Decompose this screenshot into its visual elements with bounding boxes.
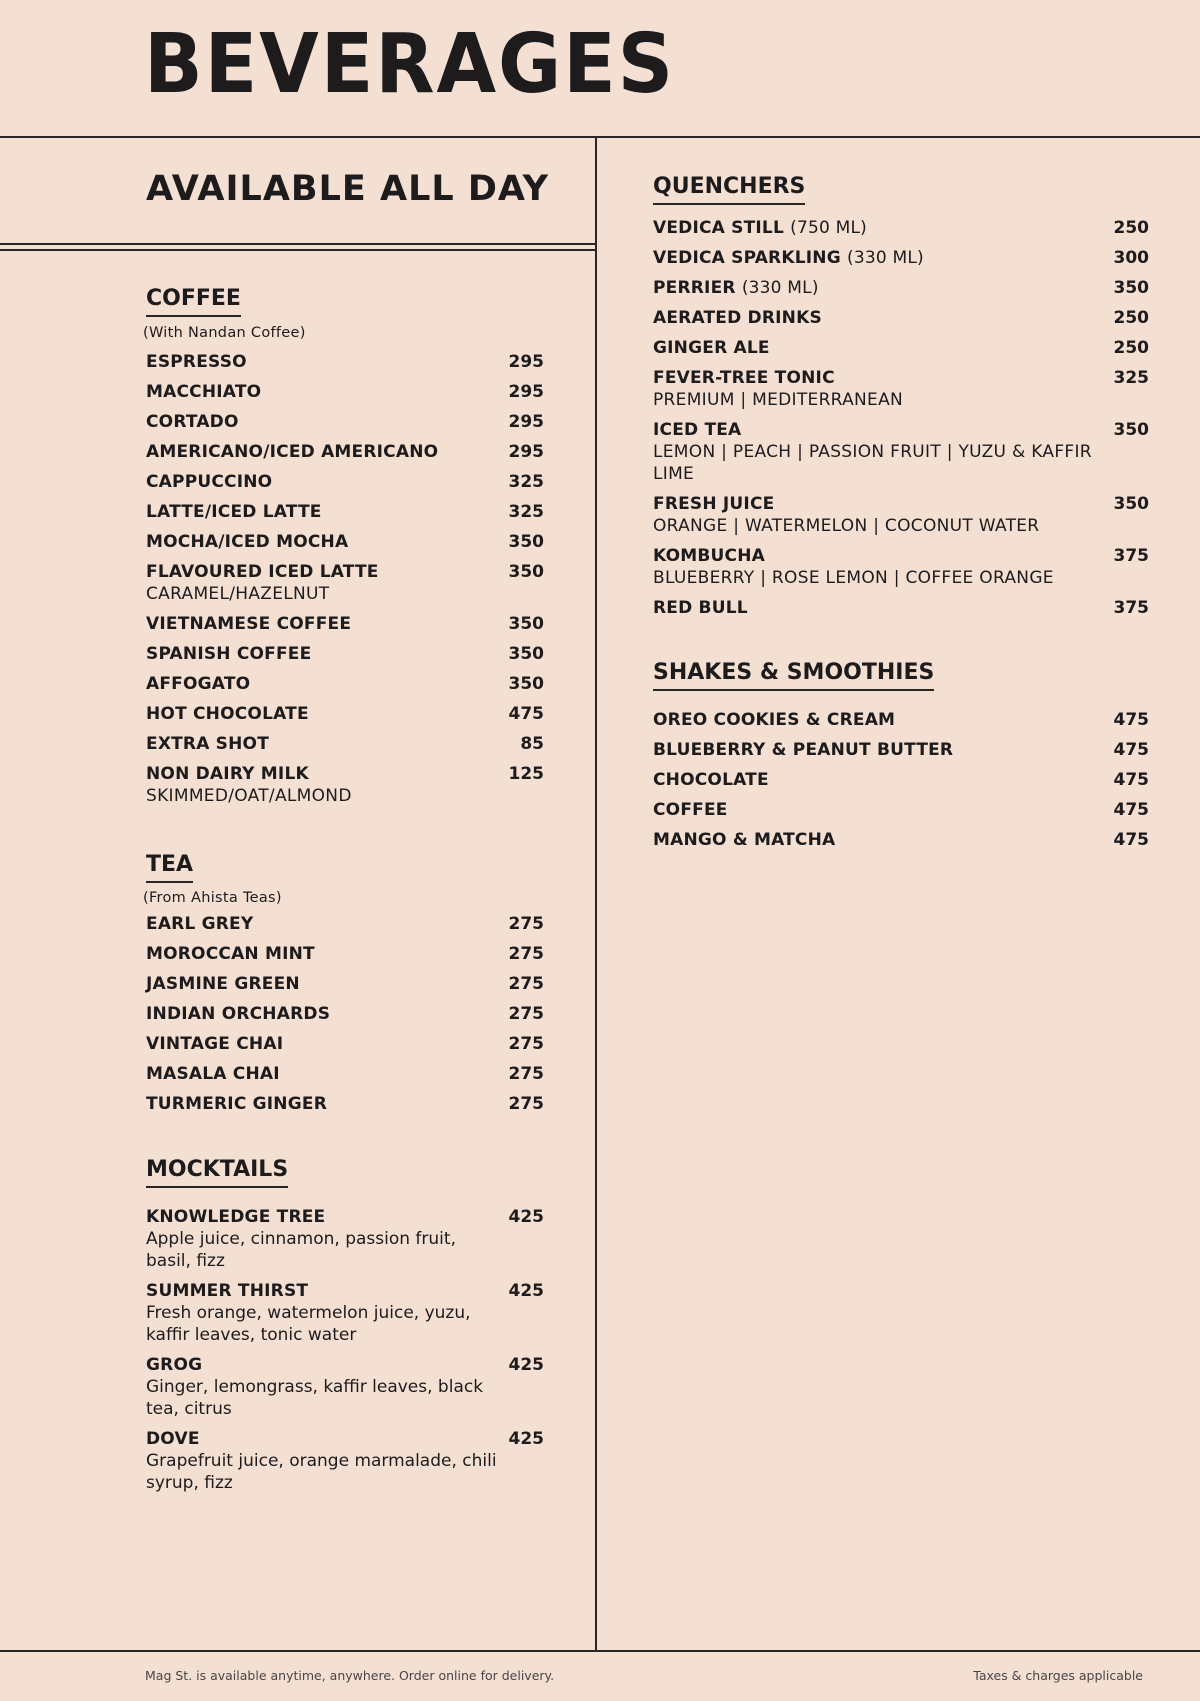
menu-item-name: NON DAIRY MILK xyxy=(146,764,309,785)
menu-item-name-line xyxy=(653,307,822,329)
menu-item-info xyxy=(146,913,253,935)
menu-item-name: TURMERIC GINGER xyxy=(146,1094,327,1115)
menu-item-name-line xyxy=(146,1206,499,1228)
item-list xyxy=(146,1202,544,1498)
menu-item-name-line xyxy=(146,441,438,463)
menu-item xyxy=(146,1029,544,1059)
section-title: MOCKTAILS xyxy=(146,1157,288,1188)
coffee-section xyxy=(143,286,544,811)
menu-item xyxy=(146,557,544,609)
menu-item-name-line xyxy=(653,367,903,389)
menu-item-info xyxy=(653,217,867,239)
menu-item-price: 250 xyxy=(1113,218,1149,239)
item-list xyxy=(653,705,1149,855)
menu-item-info xyxy=(146,643,311,665)
subtitle-divider-bottom xyxy=(0,249,596,251)
menu-item-price: 275 xyxy=(508,1034,544,1055)
menu-item-name-line xyxy=(146,1280,499,1302)
menu-item-name: OREO COOKIES & CREAM xyxy=(653,710,896,731)
menu-item-description: Grapefruit juice, orange marmalade, chili syrup, fizz xyxy=(146,1451,497,1494)
menu-item xyxy=(146,377,544,407)
menu-item-price: 350 xyxy=(1113,494,1149,515)
menu-item-name-line xyxy=(653,739,953,761)
menu-item-price: 125 xyxy=(508,764,544,785)
menu-item-info xyxy=(146,1428,499,1494)
menu-item-name-line xyxy=(653,419,1104,441)
menu-item-name-line xyxy=(146,411,239,433)
menu-item-price: 350 xyxy=(1113,420,1149,441)
menu-item-name: VINTAGE CHAI xyxy=(146,1034,284,1055)
menu-item xyxy=(146,1276,544,1350)
menu-item-info xyxy=(146,1280,499,1346)
menu-item-name-line xyxy=(653,217,867,239)
menu-item xyxy=(146,909,544,939)
availability-heading: AVAILABLE ALL DAY xyxy=(146,169,550,209)
item-list xyxy=(146,909,544,1119)
menu-item-price: 275 xyxy=(508,914,544,935)
menu-item-name: GROG xyxy=(146,1355,203,1376)
menu-item-name: FEVER-TREE TONIC xyxy=(653,368,835,389)
menu-item-name-line xyxy=(146,1033,283,1055)
menu-item-options: LEMON | PEACH | PASSION FRUIT | YUZU & KAFFIR LIME xyxy=(653,442,1092,485)
menu-item-info xyxy=(146,943,315,965)
menu-item xyxy=(146,609,544,639)
menu-item-name-line xyxy=(653,799,728,821)
menu-item-name-line xyxy=(653,829,835,851)
menu-item-price: 325 xyxy=(1113,368,1149,389)
menu-item xyxy=(146,497,544,527)
menu-item-info xyxy=(653,739,953,761)
menu-item xyxy=(146,1089,544,1119)
menu-item-info xyxy=(146,561,379,605)
footer-divider xyxy=(0,1650,1200,1652)
menu-item xyxy=(653,705,1149,735)
menu-item xyxy=(146,467,544,497)
menu-item-price: 475 xyxy=(1113,710,1149,731)
menu-item-name-line xyxy=(146,643,311,665)
menu-item-price: 425 xyxy=(508,1207,544,1228)
menu-item xyxy=(653,593,1149,623)
menu-item-price: 295 xyxy=(508,382,544,403)
menu-item-info xyxy=(146,351,247,373)
menu-item-name-line xyxy=(146,673,250,695)
menu-item-info xyxy=(653,367,903,411)
menu-item xyxy=(146,939,544,969)
menu-item-info xyxy=(146,673,250,695)
menu-item-info xyxy=(146,1206,499,1272)
menu-item-info xyxy=(146,613,351,635)
menu-item-name: CHOCOLATE xyxy=(653,770,769,791)
menu-item xyxy=(653,333,1149,363)
menu-item-price: 325 xyxy=(508,472,544,493)
menu-item-name: PERRIER xyxy=(653,278,736,299)
menu-item-info xyxy=(146,973,300,995)
menu-item-info xyxy=(653,277,819,299)
item-list xyxy=(146,347,544,811)
menu-item-options: SKIMMED/OAT/ALMOND xyxy=(146,786,352,807)
menu-item-name-line xyxy=(146,613,351,635)
menu-item-name: AERATED DRINKS xyxy=(653,308,822,329)
subtitle-divider-top xyxy=(0,243,596,245)
page-title: BEVERAGES xyxy=(144,17,676,112)
menu-item-name-line xyxy=(146,973,300,995)
menu-item-name: EARL GREY xyxy=(146,914,254,935)
menu-item xyxy=(146,527,544,557)
menu-item xyxy=(653,825,1149,855)
menu-item-price: 425 xyxy=(508,1355,544,1376)
menu-item xyxy=(653,303,1149,333)
section-title: TEA xyxy=(146,852,193,883)
menu-item-name: VEDICA SPARKLING xyxy=(653,248,841,269)
menu-item-name: INDIAN ORCHARDS xyxy=(146,1004,331,1025)
menu-item-quantity: (750 ML) xyxy=(790,218,867,239)
menu-item-name: FRESH JUICE xyxy=(653,494,775,515)
item-list xyxy=(653,213,1149,623)
menu-item-price: 375 xyxy=(1113,598,1149,619)
menu-item-info xyxy=(146,381,261,403)
menu-item-name: FLAVOURED ICED LATTE xyxy=(146,562,379,583)
menu-item-name-line xyxy=(146,1063,280,1085)
menu-item-name: MOROCCAN MINT xyxy=(146,944,315,965)
menu-item-name: MOCHA/ICED MOCHA xyxy=(146,532,349,553)
menu-item-name-line xyxy=(146,531,348,553)
menu-item xyxy=(146,669,544,699)
menu-item-info xyxy=(653,799,728,821)
menu-item xyxy=(653,415,1149,489)
menu-item-info xyxy=(146,703,309,725)
menu-item xyxy=(653,541,1149,593)
menu-item-name: COFFEE xyxy=(653,800,728,821)
menu-item-name: MANGO & MATCHA xyxy=(653,830,836,851)
section-note: (With Nandan Coffee) xyxy=(143,325,306,342)
menu-item-options: CARAMEL/HAZELNUT xyxy=(146,584,330,605)
menu-item-options: PREMIUM | MEDITERRANEAN xyxy=(653,390,904,411)
menu-item-price: 275 xyxy=(508,1004,544,1025)
footer-note: Mag St. is available anytime, anywhere. Order online for delivery. xyxy=(145,1668,555,1683)
quenchers-section xyxy=(653,174,1149,623)
menu-item-name-line xyxy=(146,1354,499,1376)
menu-item-name-line xyxy=(146,763,352,785)
menu-item-name: MASALA CHAI xyxy=(146,1064,280,1085)
menu-item-name-line xyxy=(146,501,322,523)
menu-item xyxy=(146,999,544,1029)
menu-item-price: 350 xyxy=(508,674,544,695)
menu-item xyxy=(146,1424,544,1498)
menu-item-name: CAPPUCCINO xyxy=(146,472,273,493)
menu-item-name-line xyxy=(146,1428,499,1450)
menu-item-info xyxy=(146,501,322,523)
menu-item-info xyxy=(653,597,748,619)
menu-item-name: EXTRA SHOT xyxy=(146,734,270,755)
menu-item xyxy=(146,1059,544,1089)
menu-item-name-line xyxy=(146,1003,330,1025)
menu-item-price: 300 xyxy=(1113,248,1149,269)
menu-item-name-line xyxy=(653,277,819,299)
menu-item-name-line xyxy=(146,351,247,373)
menu-item-name: GINGER ALE xyxy=(653,338,770,359)
menu-item-price: 250 xyxy=(1113,338,1149,359)
menu-item-price: 475 xyxy=(1113,770,1149,791)
menu-item-info xyxy=(146,411,239,433)
menu-item-quantity: (330 ML) xyxy=(846,248,924,269)
menu-item-name: AFFOGATO xyxy=(146,674,251,695)
menu-item-info xyxy=(146,531,348,553)
menu-item-name-line xyxy=(653,545,1054,567)
menu-item-info xyxy=(146,763,352,807)
menu-item-price: 295 xyxy=(508,352,544,373)
menu-item-name-line xyxy=(146,381,261,403)
menu-item-info xyxy=(146,1093,327,1115)
menu-item xyxy=(146,759,544,811)
menu-item-name: VEDICA STILL xyxy=(653,218,784,239)
tea-section xyxy=(143,852,544,1119)
menu-item-price: 350 xyxy=(508,532,544,553)
menu-item-description: Ginger, lemongrass, kaffir leaves, black tea, citrus xyxy=(146,1377,484,1420)
menu-item-name: KNOWLEDGE TREE xyxy=(146,1207,326,1228)
menu-item-price: 85 xyxy=(520,734,544,755)
menu-item-description: Fresh orange, watermelon juice, yuzu, kaffir leaves, tonic water xyxy=(146,1303,471,1346)
menu-item-name: ESPRESSO xyxy=(146,352,247,373)
menu-item-price: 375 xyxy=(1113,546,1149,567)
menu-item-price: 350 xyxy=(508,562,544,583)
menu-item-price: 350 xyxy=(508,614,544,635)
menu-item-name-line xyxy=(146,471,272,493)
menu-item-name: SPANISH COFFEE xyxy=(146,644,312,665)
menu-item-info xyxy=(146,471,272,493)
menu-item-name-line xyxy=(653,247,924,269)
menu-item-info xyxy=(146,733,269,755)
menu-item-name: ICED TEA xyxy=(653,420,742,441)
menu-item-name-line xyxy=(146,913,253,935)
menu-item-info xyxy=(653,709,895,731)
menu-item-info xyxy=(653,545,1054,589)
menu-item-name-line xyxy=(146,703,309,725)
menu-item-price: 275 xyxy=(508,1094,544,1115)
menu-item-info xyxy=(146,1003,330,1025)
menu-item-name-line xyxy=(653,597,748,619)
menu-item xyxy=(653,213,1149,243)
menu-item-description: Apple juice, cinnamon, passion fruit, basil, fizz xyxy=(146,1229,456,1272)
shakes-section xyxy=(653,660,1149,855)
menu-item-price: 350 xyxy=(1113,278,1149,299)
menu-item xyxy=(146,437,544,467)
menu-item xyxy=(653,765,1149,795)
menu-item-price: 325 xyxy=(508,502,544,523)
menu-item-price: 275 xyxy=(508,944,544,965)
menu-item-options: ORANGE | WATERMELON | COCONUT WATER xyxy=(653,516,1040,537)
menu-item-name: RED BULL xyxy=(653,598,748,619)
menu-item xyxy=(653,243,1149,273)
menu-item xyxy=(653,489,1149,541)
menu-item-price: 475 xyxy=(1113,830,1149,851)
menu-item-price: 350 xyxy=(508,644,544,665)
menu-item-info xyxy=(653,307,822,329)
section-title: SHAKES & SMOOTHIES xyxy=(653,660,934,691)
section-title: QUENCHERS xyxy=(653,174,805,205)
menu-item-name: SUMMER THIRST xyxy=(146,1281,309,1302)
menu-item-name: HOT CHOCOLATE xyxy=(146,704,309,725)
section-title: COFFEE xyxy=(146,286,241,317)
menu-item-quantity: (330 ML) xyxy=(741,278,819,299)
menu-item-name-line xyxy=(146,1093,327,1115)
menu-item-name-line xyxy=(146,561,379,583)
menu-item-price: 475 xyxy=(508,704,544,725)
menu-item-name: AMERICANO/ICED AMERICANO xyxy=(146,442,439,463)
menu-item-info xyxy=(653,493,1039,537)
menu-item-name-line xyxy=(653,337,770,359)
menu-item-name: BLUEBERRY & PEANUT BUTTER xyxy=(653,740,954,761)
menu-item-options: BLUEBERRY | ROSE LEMON | COFFEE ORANGE xyxy=(653,568,1054,589)
menu-item-info xyxy=(653,419,1104,485)
menu-item xyxy=(653,735,1149,765)
menu-item-info xyxy=(653,247,924,269)
menu-item-price: 295 xyxy=(508,442,544,463)
menu-item xyxy=(146,639,544,669)
menu-item-name-line xyxy=(146,943,315,965)
menu-item-info xyxy=(146,1033,283,1055)
menu-item-price: 425 xyxy=(508,1429,544,1450)
menu-item-name: DOVE xyxy=(146,1429,200,1450)
menu-item xyxy=(146,699,544,729)
menu-item xyxy=(653,363,1149,415)
menu-item-name-line xyxy=(653,769,769,791)
menu-item-name: KOMBUCHA xyxy=(653,546,766,567)
menu-item xyxy=(146,1202,544,1276)
menu-item xyxy=(146,407,544,437)
menu-item-info xyxy=(146,1063,280,1085)
mocktails-section xyxy=(146,1157,544,1498)
menu-item-info xyxy=(653,829,835,851)
menu-item-name-line xyxy=(653,493,1039,515)
section-note: (From Ahista Teas) xyxy=(143,890,282,907)
menu-item-name-line xyxy=(653,709,895,731)
menu-item-price: 475 xyxy=(1113,740,1149,761)
menu-item xyxy=(146,969,544,999)
menu-item-name: JASMINE GREEN xyxy=(146,974,300,995)
header-divider xyxy=(0,136,1200,138)
menu-item-name: LATTE/ICED LATTE xyxy=(146,502,322,523)
menu-item-name-line xyxy=(146,733,269,755)
footer-taxes-note: Taxes & charges applicable xyxy=(973,1668,1143,1683)
menu-item xyxy=(653,795,1149,825)
menu-item xyxy=(146,729,544,759)
menu-item-name: CORTADO xyxy=(146,412,239,433)
menu-item-price: 475 xyxy=(1113,800,1149,821)
menu-item-price: 425 xyxy=(508,1281,544,1302)
menu-item xyxy=(653,273,1149,303)
menu-item-price: 275 xyxy=(508,974,544,995)
menu-item xyxy=(146,1350,544,1424)
menu-item-info xyxy=(146,441,438,463)
menu-item-info xyxy=(653,337,770,359)
menu-item-price: 250 xyxy=(1113,308,1149,329)
menu-item xyxy=(146,347,544,377)
menu-item-info xyxy=(146,1354,499,1420)
column-divider xyxy=(595,136,597,1650)
menu-item-price: 295 xyxy=(508,412,544,433)
menu-item-name: MACCHIATO xyxy=(146,382,262,403)
menu-item-info xyxy=(653,769,769,791)
menu-item-price: 275 xyxy=(508,1064,544,1085)
menu-item-name: VIETNAMESE COFFEE xyxy=(146,614,352,635)
